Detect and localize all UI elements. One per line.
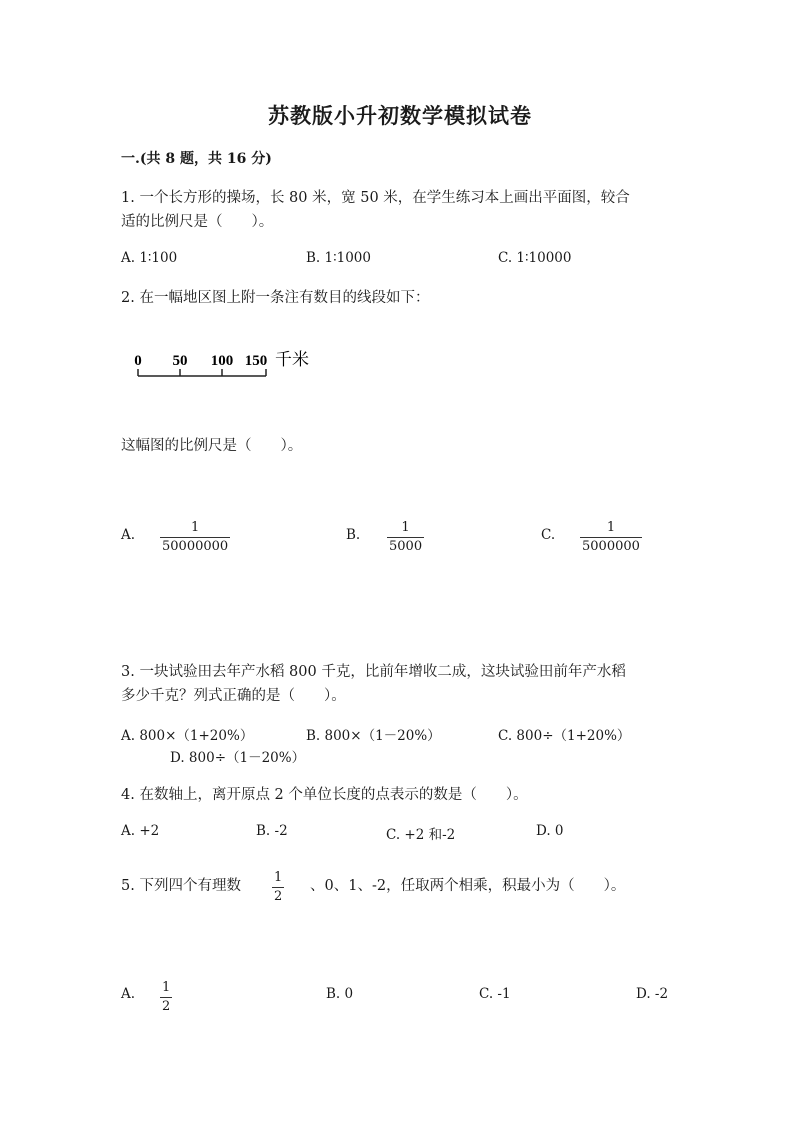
fraction-numerator: 1 xyxy=(162,980,171,995)
fraction-numerator: 1 xyxy=(401,520,410,535)
fraction-denominator: 50000000 xyxy=(162,539,229,554)
scale-bar xyxy=(130,345,330,385)
q5-option-b: B. 0 xyxy=(326,986,354,1002)
q1-option-b: B. 1∶1000 xyxy=(306,250,371,266)
fraction-denominator: 5000 xyxy=(389,539,423,554)
scale-label-150: 150 xyxy=(244,353,268,369)
q3-option-b: B. 800×（1－20%） xyxy=(306,728,441,744)
question-5-prefix: 5. 下列四个有理数 xyxy=(121,878,241,894)
question-4-text: 4. 在数轴上，离开原点 2 个单位长度的点表示的数是（ ）。 xyxy=(121,787,528,803)
fraction-numerator: 1 xyxy=(606,520,616,535)
q4-option-d: D. 0 xyxy=(536,823,564,839)
fraction-numerator: 1 xyxy=(274,870,283,885)
q4-option-b: B. -2 xyxy=(256,823,288,839)
q1-option-c: C. 1∶10000 xyxy=(498,250,572,266)
page-title: 苏教版小升初数学模拟试卷 xyxy=(268,103,532,128)
question-5-suffix: 、0、1、-2，任取两个相乘，积最小为（ ）。 xyxy=(310,878,626,894)
q3-option-d: D. 800÷（1－20%） xyxy=(170,750,306,766)
scale-label-50: 50 xyxy=(172,353,188,369)
q2-option-c-fraction xyxy=(580,520,642,555)
question-1-line-1: 1. 一个长方形的操场，长 80 米，宽 50 米，在学生练习本上画出平面图，较合 xyxy=(121,190,630,206)
question-3-line-1: 3. 一块试验田去年产水稻 800 千克，比前年增收二成，这块试验田前年产水稻 xyxy=(121,664,626,680)
q2-option-a-fraction xyxy=(160,520,230,555)
q3-option-c: C. 800÷（1+20%） xyxy=(498,728,631,744)
section-heading: 一.(共 8 题，共 16 分) xyxy=(121,151,272,167)
scale-unit: 千米 xyxy=(275,350,309,370)
q5-option-d: D. -2 xyxy=(636,986,669,1002)
q5-option-a-fraction xyxy=(160,980,172,1015)
q2-option-b-fraction xyxy=(387,520,424,555)
question-3-line-2: 多少千克？列式正确的是（ ）。 xyxy=(121,688,346,704)
fraction-numerator: 1 xyxy=(190,520,200,535)
q2-option-c-label: C. xyxy=(541,527,556,543)
question-2-prompt: 这幅图的比例尺是（ ）。 xyxy=(121,438,303,454)
q4-option-a: A. +2 xyxy=(121,823,160,839)
q2-option-b-label: B. xyxy=(346,527,361,543)
q5-option-a-label: A. xyxy=(121,986,136,1002)
fraction-denominator: 2 xyxy=(162,999,171,1014)
q3-option-a: A. 800×（1+20%） xyxy=(121,728,254,744)
q5-fraction-half xyxy=(272,870,284,905)
fraction-denominator: 5000000 xyxy=(582,539,640,554)
fraction-denominator: 2 xyxy=(274,889,283,904)
scale-label-100: 100 xyxy=(210,353,234,369)
q4-option-c: C. +2 和-2 xyxy=(386,827,456,843)
question-1-line-2: 适的比例尺是（ ）。 xyxy=(121,214,274,230)
question-2-text: 2. 在一幅地区图上附一条注有数目的线段如下： xyxy=(121,290,430,306)
q2-option-a-label: A. xyxy=(121,527,136,543)
q1-option-a: A. 1∶100 xyxy=(121,250,178,266)
scale-label-0: 0 xyxy=(134,353,142,369)
q5-option-c: C. -1 xyxy=(479,986,511,1002)
